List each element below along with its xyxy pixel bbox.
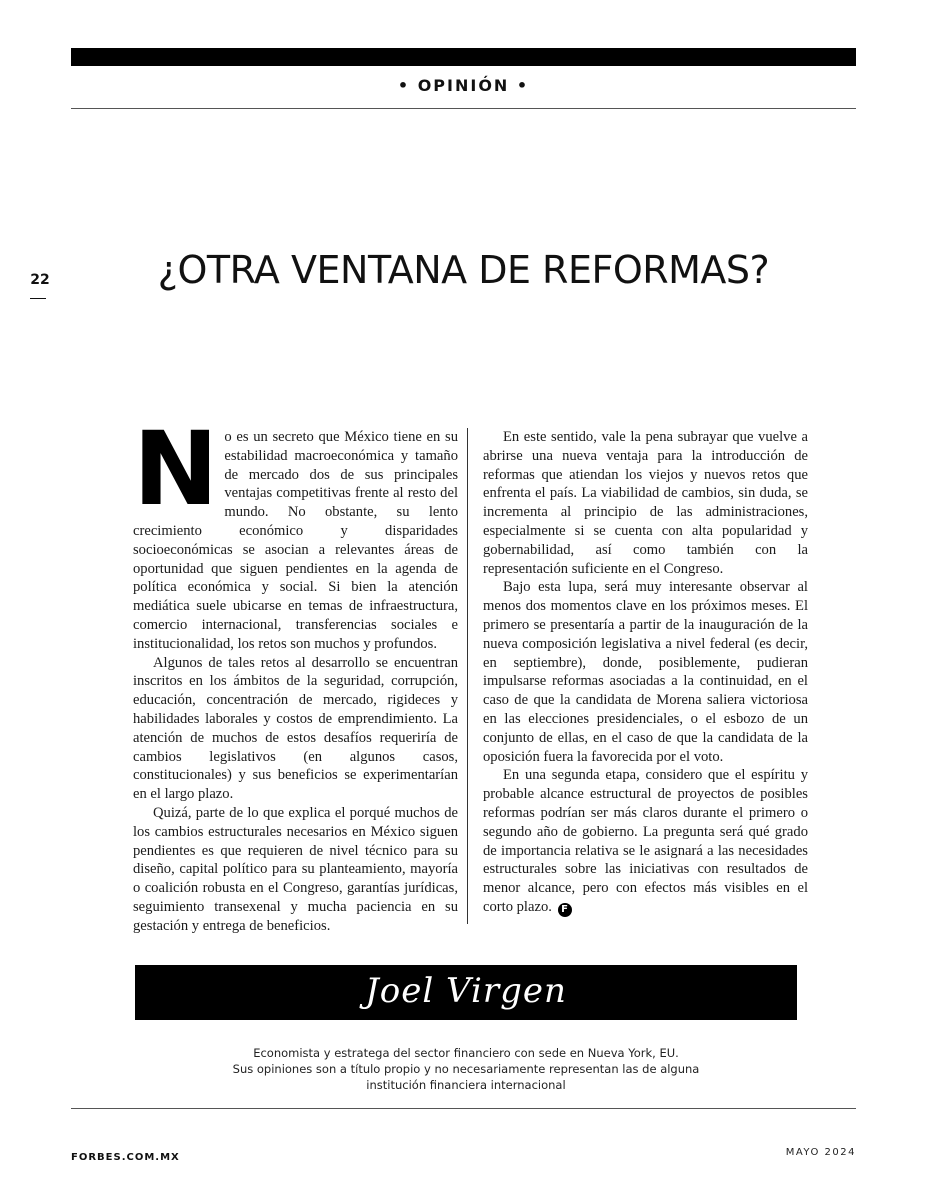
forbes-end-mark-icon: F (558, 903, 572, 917)
article-right-column (483, 428, 808, 917)
author-bio-line: institución financiera internacional (366, 1078, 566, 1092)
article-paragraph: En este sentido, vale la pena subrayar que vuelve a abrirse una nueva ventaja para la introducción de reformas que atiendan los viejos y nuevos retos que enfrenta el país. La viabilidad de cambios, sin duda, se incrementa al principio de las administraciones, especialmente si se cuenta con alta popularidad y gobernabilidad, así como también con la representación suficiente en el Congreso. (483, 429, 808, 577)
page-number-underline (30, 298, 46, 299)
column-divider (467, 428, 468, 924)
paragraph-text: En una segunda etapa, considero que el espíritu y probable alcance estructural de proyectos de posibles reformas podrían ser más claros durante el primero o segundo año de gobierno. La pregunta será qué grado de importancia relativa se le asignará a las necesidades estructurales sobre las iniciativas con resultados de menor alcance, pero con efectos más visibles en el corto plazo. (483, 767, 808, 915)
author-bio-line: Economista y estratega del sector financiero con sede en Nueva York, EU. (253, 1046, 679, 1060)
article-headline: ¿OTRA VENTANA DE REFORMAS? (157, 248, 770, 292)
article-paragraph: Quizá, parte de lo que explica el porqué muchos de los cambios estructurales necesarios en México siguen pendientes es que requieren de nivel técnico para su diseño, capital político para su planteamiento, mayoría o coalición robusta en el Congreso, garantías jurídicas, seguimiento transexenal y mucha paciencia en su gestación y entrega de beneficios. (133, 804, 458, 934)
article-paragraph (483, 766, 808, 917)
author-bio (135, 1045, 797, 1093)
article-paragraph: Bajo esta lupa, será muy interesante observar al menos dos momentos clave en los próximos meses. El primero se presentaría a partir de la inauguración de la nueva composición legislativa a nivel federal (es decir, en septiembre), donde, posiblemente, pudieran impulsarse reformas asociadas a la continuidad, en el caso de que la candidata de Morena saliera victoriosa en las elecciones presidenciales, o el esbozo de un conjunto de ellas, en el caso de que la candidata de la oposición fuera la favorecida por el voto. (483, 579, 808, 765)
author-signature: Joel Virgen (365, 971, 567, 1011)
article-paragraph: Algunos de tales retos al desarrollo se encuentran inscritos en los ámbitos de la seguridad, corrupción, educación, concentración de mercado, rigideces y habilidades laborales y costos de emprendimiento. La atención de muchos de estos desafíos requeriría de cambios legislativos (en algunos casos, constitucionales) y sus beneficios se experimentarían en el largo plazo. (133, 654, 458, 803)
article-paragraph (133, 410, 458, 654)
footer-rule (71, 1108, 856, 1109)
author-signature-band (135, 965, 797, 1020)
section-label: • OPINIÓN • (397, 76, 530, 95)
page-number: 22 (30, 272, 50, 288)
paragraph-text: o es un secreto que México tiene en su estabilidad macroeconómica y tamaño de mercado dos de sus principales ventajas competitivas frente al resto del mundo. No obstante, su lento crecimiento económico y disparidades socioeconómicas se asocian a relevantes áreas de oportunidad que siguen pendientes en la agenda de política económica y social. Si bien la atención mediática suele ubicarse en temas de infraestructura, comercio internacional, transferencias sociales e institucionalidad, los retos son muchos y profundos. (133, 429, 458, 652)
footer-website: FORBES.COM.MX (71, 1152, 180, 1163)
article-left-column (133, 410, 458, 936)
drop-cap: N (133, 410, 219, 529)
header-rule (71, 108, 856, 109)
footer-issue-date: MAYO 2024 (785, 1147, 856, 1158)
author-bio-line: Sus opiniones son a título propio y no necesariamente representan las de alguna (232, 1062, 700, 1076)
top-black-bar (71, 48, 856, 66)
